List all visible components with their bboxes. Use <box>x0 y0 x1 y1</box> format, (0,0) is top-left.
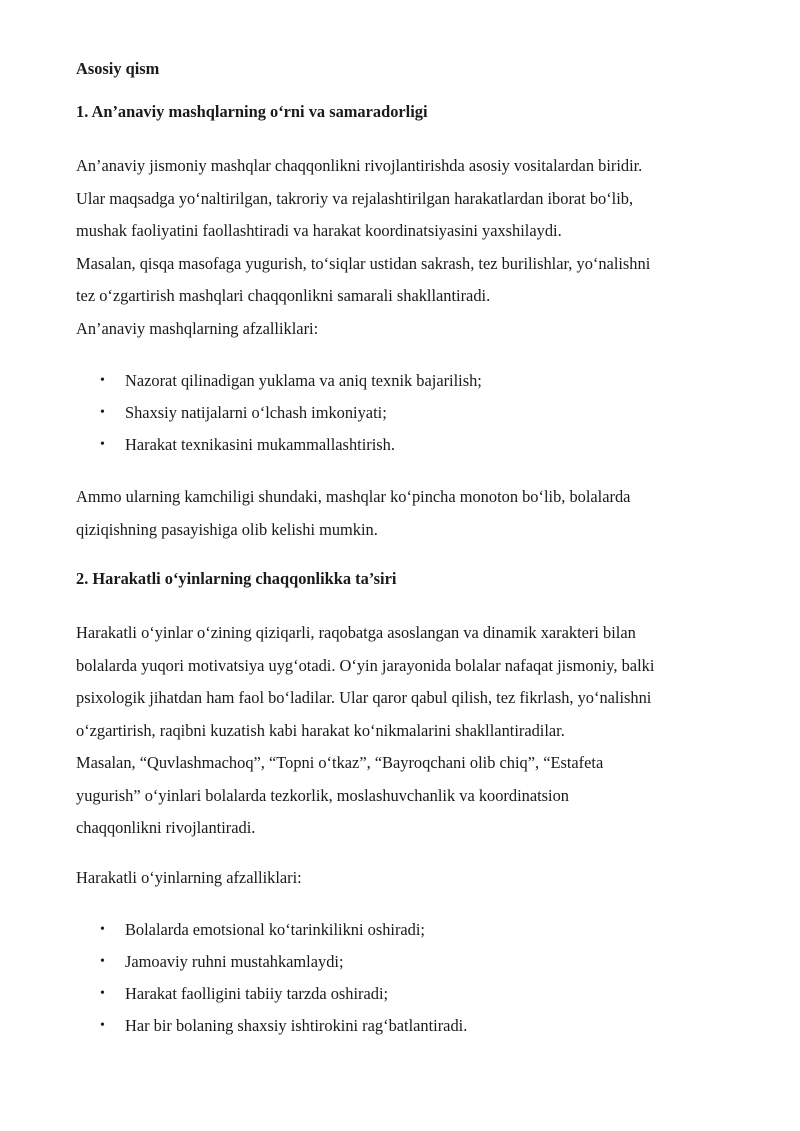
text-line: An’anaviy jismoniy mashqlar chaqqonlikni rivojlantirishda asosiy vositalardan biridir. <box>76 156 643 175</box>
list-item-text: Nazorat qilinadigan yuklama va aniq texnik bajarilish; <box>125 371 482 390</box>
bullet-icon: • <box>100 922 105 937</box>
list-item <box>76 946 736 978</box>
list-item <box>76 397 736 429</box>
bullet-icon: • <box>100 1018 105 1033</box>
list-item <box>76 914 736 946</box>
bullet-icon: • <box>100 986 105 1001</box>
bullet-icon: • <box>100 373 105 388</box>
bullet-icon: • <box>100 954 105 969</box>
s2-paragraph-1 <box>76 617 736 845</box>
bullet-icon: • <box>100 405 105 420</box>
document-page <box>76 58 736 1042</box>
text-line: o‘zgartirish, raqibni kuzatish kabi harakat ko‘nikmalarini shakllantiradilar. <box>76 720 565 740</box>
list-item <box>76 365 736 397</box>
list-item-text: Jamoaviy ruhni mustahkamlaydi; <box>125 952 344 971</box>
text-line: tez o‘zgartirish mashqlari chaqqonlikni samarali shakllantiradi. <box>76 286 491 305</box>
text-line: Harakatli o‘yinlar o‘zining qiziqarli, raqobatga asoslangan va dinamik xarakteri bilan <box>76 623 636 642</box>
text-line: chaqqonlikni rivojlantiradi. <box>76 818 256 837</box>
text-line: Masalan, qisqa masofaga yugurish, to‘siqlar ustidan sakrash, tez burilishlar, yo‘nalishni <box>76 253 651 273</box>
s2-bullet-list <box>76 914 736 1042</box>
list-item <box>76 429 736 461</box>
text-line: mushak faoliyatini faollashtiradi va harakat koordinatsiyasini yaxshilaydi. <box>76 221 562 240</box>
text-line: yugurish” o‘yinlari bolalarda tezkorlik, moslashuvchanlik va koordinatsion <box>76 785 569 805</box>
text-line: Ammo ularning kamchiligi shundaki, mashqlar ko‘pincha monoton bo‘lib, bolalarda <box>76 487 631 506</box>
list-item <box>76 978 736 1010</box>
s1-paragraph-1 <box>76 150 736 345</box>
s2-heading: 2. Harakatli o‘yinlarning chaqqonlikka ta’siri <box>76 569 397 588</box>
text-line: bolalarda yuqori motivatsiya uyg‘otadi. O‘yin jarayonida bolalar nafaqat jismoniy, balki <box>76 655 655 675</box>
s1-paragraph-2 <box>76 481 736 546</box>
bullet-icon: • <box>100 437 105 452</box>
s1-heading: 1. An’anaviy mashqlarning o‘rni va samaradorligi <box>76 102 428 121</box>
section-title: Asosiy qism <box>76 59 160 78</box>
text-line: An’anaviy mashqlarning afzalliklari: <box>76 318 319 338</box>
text-line: psixologik jihatdan ham faol bo‘ladilar. Ular qaror qabul qilish, tez fikrlash, yo‘nalishni <box>76 688 652 707</box>
list-item <box>76 1010 736 1042</box>
list-item-text: Harakat faolligini tabiiy tarzda oshiradi; <box>125 984 389 1003</box>
s2-paragraph-2: Harakatli o‘yinlarning afzalliklari: <box>76 867 302 887</box>
list-item-text: Shaxsiy natijalarni o‘lchash imkoniyati; <box>125 403 387 422</box>
text-line: Masalan, “Quvlashmachoq”, “Topni o‘tkaz”, “Bayroqchani olib chiq”, “Estafeta <box>76 753 604 772</box>
list-item-text: Har bir bolaning shaxsiy ishtirokini rag‘batlantiradi. <box>125 1016 468 1035</box>
list-item-text: Bolalarda emotsional ko‘tarinkilikni oshiradi; <box>125 920 425 939</box>
s1-bullet-list <box>76 365 736 461</box>
list-item-text: Harakat texnikasini mukammallashtirish. <box>125 435 395 454</box>
text-line: Ular maqsadga yo‘naltirilgan, takroriy va rejalashtirilgan harakatlardan iborat bo‘lib, <box>76 188 634 208</box>
text-line: qiziqishning pasayishiga olib kelishi mumkin. <box>76 519 378 539</box>
